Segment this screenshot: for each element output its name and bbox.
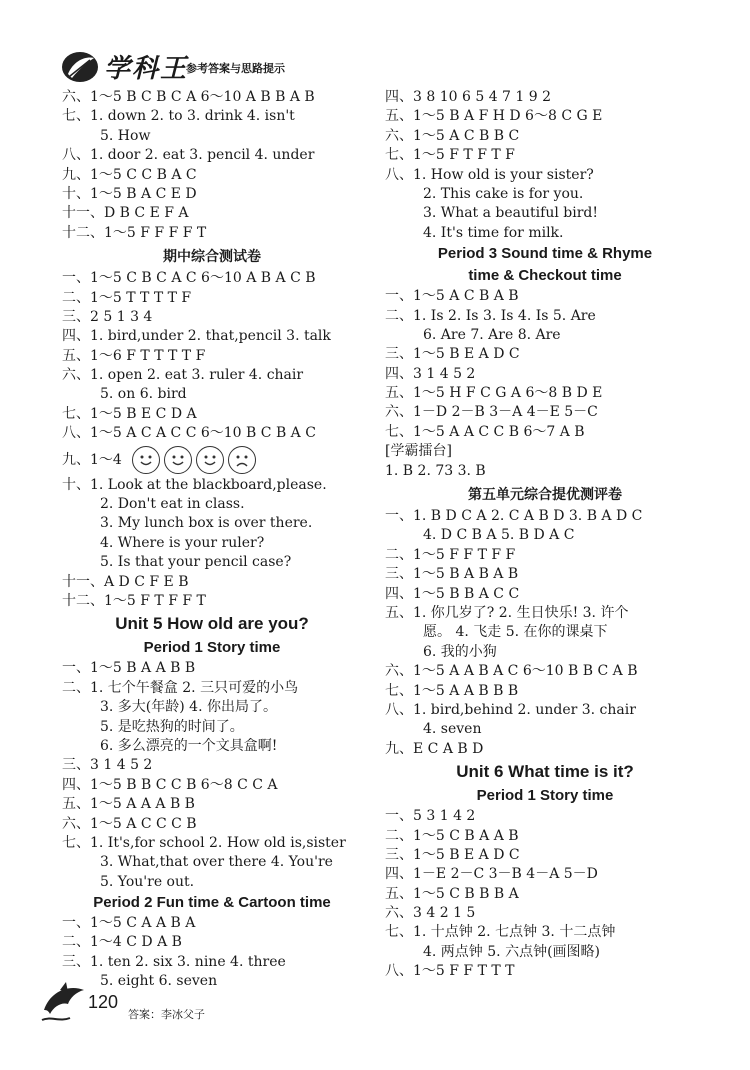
smiley-face-icon	[196, 446, 224, 474]
answer-line: 二、1～4 C D A B	[62, 934, 182, 951]
unit-heading: Unit 5 How old are you?	[115, 614, 309, 634]
period-heading: Period 1 Story time	[476, 787, 614, 805]
answer-line: 七、1～5 B E C D A	[62, 405, 197, 422]
answer-line: 3. What a beautiful bird!	[423, 205, 598, 222]
answer-line: 八、1. bird,behind 2. under 3. chair	[385, 701, 636, 718]
answer-line: 六、3 4 2 1 5	[385, 905, 476, 922]
face-icons	[132, 444, 260, 476]
answer-line: 二、1. Is 2. Is 3. Is 4. Is 5. Are	[385, 307, 596, 324]
unit-heading: Unit 6 What time is it?	[456, 762, 634, 782]
answer-line: 八、1～5 A C A C C 6～10 B C B A C	[62, 425, 316, 442]
answer-line: 5. You're out.	[100, 873, 195, 890]
answer-line: 2. Don't eat in class.	[100, 496, 245, 513]
answer-line: 3. 多大(年龄) 4. 你出局了。	[100, 699, 277, 716]
answer-line: 四、1－E 2－C 3－B 4－A 5－D	[385, 866, 598, 883]
answer-line: 六、1. open 2. eat 3. ruler 4. chair	[62, 367, 304, 384]
answer-line: 5. eight 6. seven	[100, 973, 218, 990]
answer-column-left	[62, 88, 362, 992]
answer-line: 四、1. bird,under 2. that,pencil 3. talk	[62, 328, 331, 345]
answer-line: 八、1～5 F F T T T	[385, 963, 515, 980]
answer-line: 4. Where is your ruler?	[100, 534, 265, 551]
answer-line: 三、1～5 B A B A B	[385, 566, 519, 583]
dolphin-icon	[40, 980, 90, 1026]
section-heading: 期中综合测试卷	[163, 249, 261, 266]
answer-line: 四、3 1 4 5 2	[385, 365, 476, 382]
answer-line: 一、1～5 C A A B A	[62, 915, 196, 932]
answer-line: 十、1. Look at the blackboard,please.	[62, 476, 327, 493]
answer-line: 三、3 1 4 5 2	[62, 757, 153, 774]
answer-line-faces	[62, 444, 362, 476]
answer-line: 五、1. 你几岁了? 2. 生日快乐! 3. 许个	[385, 604, 629, 621]
answer-line: 一、1～5 A C B A B	[385, 288, 519, 305]
smiley-face-icon	[164, 446, 192, 474]
answer-line: 愿。 4. 飞走 5. 在你的课桌下	[423, 624, 608, 641]
footer-note: 答案：李冰父子	[128, 1008, 205, 1021]
period-heading: Period 3 Sound time & Rhyme	[437, 245, 653, 263]
answer-line: 十一、D B C E F A	[62, 205, 189, 222]
answer-line: 三、1～5 B E A D C	[385, 846, 520, 863]
period-heading: Period 2 Fun time & Cartoon time	[93, 894, 331, 912]
answer-line: 七、1. down 2. to 3. drink 4. isn't	[62, 108, 295, 125]
answer-line: 5. Is that your pencil case?	[100, 554, 292, 571]
answer-line: 八、1. door 2. eat 3. pencil 4. under	[62, 147, 315, 164]
answer-line: 1. B 2. 73 3. B	[385, 462, 486, 479]
answer-line: 六、1～5 A C B B C	[385, 127, 520, 144]
answer-line: 一、5 3 1 4 2	[385, 808, 476, 825]
answer-line: 七、1～5 F T F T F	[385, 147, 515, 164]
answer-line: 6. 我的小狗	[423, 643, 497, 660]
answer-line: 5. on 6. bird	[100, 386, 187, 403]
answer-line: 四、1～5 B B A C C	[385, 585, 520, 602]
answer-line: 七、1～5 A A C C B 6～7 A B	[385, 423, 585, 440]
answer-line: 一、1～5 B A A B B	[62, 660, 196, 677]
answer-line: 4. It's time for milk.	[423, 224, 564, 241]
brand-tagline: 参考答案与思路提示	[186, 62, 285, 75]
answer-line: 3. My lunch box is over there.	[100, 515, 313, 532]
answer-line: 六、1～5 A A B A C 6～10 B B C A B	[385, 663, 638, 680]
answer-line: 6. Are 7. Are 8. Are	[423, 326, 561, 343]
answer-line: 二、1. 七个午餐盒 2. 三只可爱的小鸟	[62, 679, 299, 696]
answer-line: 二、1～5 F F T F F	[385, 546, 516, 563]
answer-line: 六、1～5 B C B C A 6～10 A B B A B	[62, 89, 315, 105]
answer-line: 四、3 8 10 6 5 4 7 1 9 2	[385, 89, 552, 105]
smiley-face-icon	[132, 446, 160, 474]
answer-line: 八、1. How old is your sister?	[385, 166, 594, 183]
answer-line: 三、2 5 1 3 4	[62, 308, 153, 325]
answer-line: 十一、A D C F E B	[62, 573, 189, 590]
sad-face-icon	[228, 446, 256, 474]
answer-line: 5. How	[100, 127, 151, 144]
answer-line: 三、1～5 B E A D C	[385, 346, 520, 363]
answer-line: 五、1～5 C B B B A	[385, 885, 519, 902]
answer-line: 七、1～5 A A B B B	[385, 682, 519, 699]
answer-line: 五、1～5 H F C G A 6～8 B D E	[385, 385, 603, 402]
answer-line: 一、1. B D C A 2. C A B D 3. B A D C	[385, 508, 643, 525]
answer-line: 四、1～5 B B C C B 6～8 C C A	[62, 776, 278, 793]
leaf-logo-icon	[60, 50, 100, 84]
answer-line: 二、1～5 T T T T F	[62, 289, 192, 306]
section-heading: 第五单元综合提优测评卷	[468, 487, 622, 504]
answer-line: 十二、1～5 F F F F T	[62, 224, 207, 241]
answer-line: 五、1～5 B A F H D 6～8 C G E	[385, 108, 603, 125]
page-footer	[40, 980, 240, 1030]
answer-line: 七、1. It's,for school 2. How old is,sister	[62, 834, 346, 851]
period-heading: Period 1 Story time	[143, 639, 281, 657]
answer-line: 五、1～6 F T T T T F	[62, 347, 206, 364]
answer-line: 4. 两点钟 5. 六点钟(画图略)	[423, 943, 600, 960]
answer-label: 九、1～4	[62, 451, 122, 468]
answer-column-right	[385, 88, 705, 982]
answer-line: [学霸擂台]	[385, 443, 452, 460]
answer-line: 六、1～5 A C C C B	[62, 815, 197, 832]
answer-line: 5. 是吃热狗的时间了。	[100, 718, 244, 735]
answer-line: 十二、1～5 F T F F T	[62, 592, 206, 609]
answer-line: 九、1～5 C C B A C	[62, 166, 197, 183]
page-header	[60, 48, 380, 88]
answer-line: 3. What,that over there 4. You're	[100, 854, 333, 871]
answer-line: 二、1～5 C B A A B	[385, 827, 519, 844]
answer-line: 九、E C A B D	[385, 740, 484, 757]
answer-line: 六、1－D 2－B 3－A 4－E 5－C	[385, 404, 598, 421]
answer-line: 十、1～5 B A C E D	[62, 185, 197, 202]
period-heading: time & Checkout time	[468, 267, 622, 285]
answer-line: 五、1～5 A A A B B	[62, 796, 195, 813]
answer-line: 一、1～5 C B C A C 6～10 A B A C B	[62, 270, 316, 287]
answer-line: 4. D C B A 5. B D A C	[423, 527, 575, 544]
page-number: 120	[88, 992, 119, 1012]
answer-line: 三、1. ten 2. six 3. nine 4. three	[62, 953, 286, 970]
answer-line: 2. This cake is for you.	[423, 185, 584, 202]
answer-line: 4. seven	[423, 721, 482, 738]
answer-line: 6. 多么漂亮的一个文具盒啊!	[100, 737, 278, 754]
answer-line: 七、1. 十点钟 2. 七点钟 3. 十二点钟	[385, 924, 616, 941]
brand-title: 学科王	[104, 54, 189, 84]
